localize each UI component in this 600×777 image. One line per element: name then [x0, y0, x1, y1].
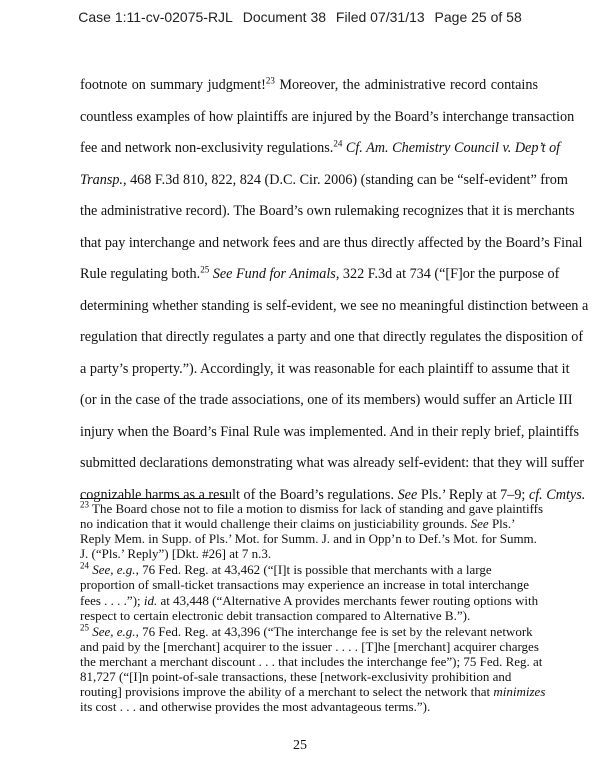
body-line: regulation that directly regulates a party and one that directly regulates the disposition of [80, 329, 584, 345]
body-line: injury when the Board’s Final Rule was implemented. And in their reply brief, plaintiffs [80, 423, 579, 440]
body-line: fee and network non-exclusivity regulations.$^{24}$ Cf. Am. Chemistry Council v. Dep’t of [80, 138, 561, 156]
body-line: footnote on summary judgment!$^{23}$ Moreover, the administrative record contains [80, 75, 538, 93]
footnote-ref-24[interactable]: 24 [333, 138, 343, 149]
page-number: 25 [293, 738, 307, 753]
body-line: determining whether standing is self-evident, we see no meaningful distinction between a [80, 297, 589, 314]
footnote-ref-25[interactable]: 25 [200, 264, 210, 275]
case-number: Case 1:11-cv-02075-RJL [78, 9, 233, 25]
case-header [0, 9, 600, 25]
document-number: Document 38 [242, 9, 327, 25]
body-line: that pay interchange and network fees and are thus directly affected by the Board’s Final [80, 234, 583, 251]
filed-date: Filed 07/31/13 [335, 9, 425, 25]
footnote-divider [80, 498, 227, 499]
footnote-23: $^{23}$ The Board chose not to file a motion to dismiss for lack of standing and gave plaintiffs no indication that it would challenge their claims on justiciability grounds. See Pls.’ Reply Mem. in Supp. of Pls.’ Mot. for Summ. J. and in Opp’n to Def.’s Mot. for Summ. J. (“Pls.’ Reply”) [Dkt. #26] at 7 n.3. [80, 499, 544, 562]
body-text [80, 70, 589, 511]
body-line: cognizable harms as a result of the Board’s regulations. See Pls.’ Reply at 7–9; cf. Cmtys. [80, 486, 586, 503]
body-line: submitted declarations demonstrating what was already self-evident: that they will suffer [80, 455, 585, 471]
footnote-ref-23[interactable]: 23 [265, 75, 275, 86]
body-line: the administrative record). The Board’s own rulemaking recognizes that it is merchants [80, 203, 575, 219]
footnotes [80, 499, 546, 715]
body-line: Transp., 468 F.3d 810, 822, 824 (D.C. Cir. 2006) (standing can be “self-evident” from [80, 171, 568, 188]
footnote-24: $^{24}$ See, e.g., 76 Fed. Reg. at 43,462 (“[I]t is possible that merchants with a large proportion of small-ticket transactions may experience an increase in total interchange fees . . . .”); id. at 43,448 (“Alternative A provides merchants fewer routing options with respect to certain electronic debit transaction compared to Alternative B.”). [80, 561, 539, 623]
page-count: Page 25 of 58 [434, 9, 522, 25]
body-line: (or in the case of the trade associations, one of its members) would suffer an Article III [80, 392, 573, 408]
body-line: a party’s property.”). Accordingly, it was reasonable for each plaintiff to assume that it [80, 360, 570, 377]
body-line: countless examples of how plaintiffs are injured by the Board’s interchange transaction [80, 108, 575, 125]
body-line: Rule regulating both.$^{25}$ See Fund for Animals, 322 F.3d at 734 (“[F]or the purpose of [80, 264, 560, 282]
footnote-25: $^{25}$ See, e.g., 76 Fed. Reg. at 43,396 (“The interchange fee is set by the relevant network and paid by the [merchant] acquirer to the issuer . . . . [T]he [merchant] acquirer charges the merchant a merchant discount . . . that includes the interchange fee”); 75 Fed. Reg. at 81,727 (“[I]n point-of-sale transactions, these [network-exclusivity prohibition and routing] provisions improve the ability of a merchant to select the network that minimizes its cost . . . and otherwise provides the most advantageous terms.”). [80, 622, 546, 715]
